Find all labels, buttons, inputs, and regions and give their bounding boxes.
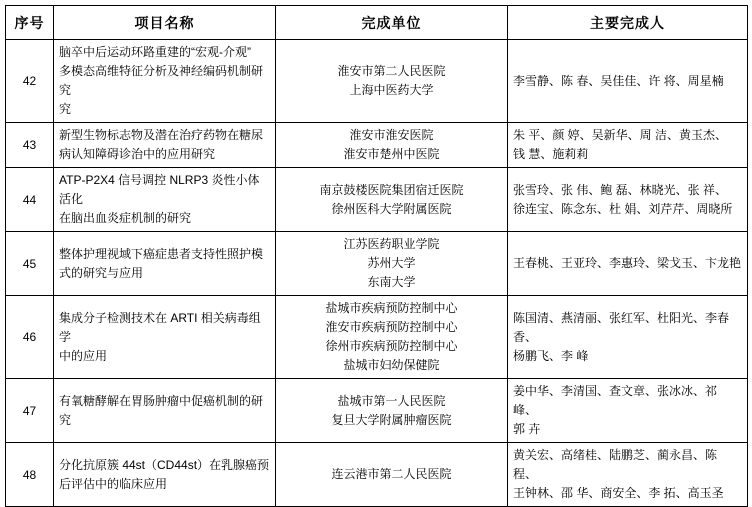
cell-unit-line: 淮安市楚州中医院 (343, 147, 440, 161)
cell-people (508, 123, 748, 168)
cell-people-line: 陈国清、燕清丽、张红军、杜阳光、李春香、 (513, 310, 730, 344)
cell-unit (276, 40, 508, 123)
cell-unit (276, 123, 508, 168)
cell-unit-line: 淮安市第二人民医院 (337, 64, 446, 78)
cell-project-name (54, 232, 276, 296)
cell-unit-line: 徐州市疾病预防控制中心 (325, 339, 458, 353)
cell-unit-line: 淮安市淮安医院 (349, 128, 434, 142)
cell-people-line: 李雪静、陈 春、吴佳佳、许 将、周星楠 (513, 73, 724, 88)
cell-unit-line: 连云港市第二人民医院 (331, 467, 452, 481)
cell-project-name-line: 脑卒中后运动环路重建的“宏观-介观” (59, 45, 251, 59)
cell-unit-line: 南京鼓楼医院集团宿迁医院 (319, 182, 464, 197)
cell-seq: 42 (6, 40, 54, 123)
cell-project-name-line: 后评估中的临床应用 (59, 476, 168, 491)
cell-unit (276, 443, 508, 507)
table-row (6, 232, 748, 296)
cell-people-line: 王春桃、王亚玲、李惠玲、梁戈玉、卞龙艳 (513, 256, 742, 270)
cell-project-name-line: 式的研究与应用 (59, 265, 144, 280)
award-projects-table (5, 5, 748, 507)
cell-project-name-line: 集成分子检测技术在 ARTI 相关病毒组学 (59, 310, 261, 344)
cell-unit-line: 江苏医药职业学院 (343, 237, 440, 251)
cell-seq: 47 (6, 379, 54, 443)
cell-project-name-line: ATP-P2X4 信号调控 NLRP3 炎性小体活化 (59, 173, 260, 206)
cell-unit-line: 盐城市妇幼保健院 (343, 358, 440, 372)
document-page (0, 5, 752, 500)
cell-unit (276, 232, 508, 296)
cell-people-line: 王钟林、邵 华、商安全、李 拓、高玉圣 (513, 486, 724, 500)
cell-people-line: 郭 卉 (513, 422, 541, 436)
cell-unit (276, 168, 508, 232)
cell-people (508, 40, 748, 123)
cell-project-name-line: 究 (59, 102, 72, 116)
cell-project-name (54, 123, 276, 168)
cell-project-name (54, 379, 276, 443)
cell-seq: 43 (6, 123, 54, 168)
cell-project-name (54, 296, 276, 379)
cell-project-name (54, 40, 276, 123)
cell-unit-line: 苏州大学 (367, 256, 416, 270)
table-row (6, 168, 748, 232)
cell-unit-line: 东南大学 (367, 275, 416, 289)
cell-unit-line: 上海中医药大学 (349, 83, 434, 97)
table-row (6, 443, 748, 507)
cell-people (508, 168, 748, 232)
cell-unit-line: 复旦大学附属肿瘤医院 (331, 412, 452, 427)
cell-people (508, 379, 748, 443)
cell-people-line: 徐连宝、陈念东、杜 娟、刘芹芹、周晓所 (513, 201, 733, 216)
cell-seq: 46 (6, 296, 54, 379)
table-row (6, 123, 748, 168)
cell-seq: 44 (6, 168, 54, 232)
cell-people-line: 张雪玲、张 伟、鲍 磊、林晓光、张 祥、 (513, 182, 728, 197)
column-header-seq: 序号 (6, 6, 54, 40)
cell-people-line: 姜中华、李清国、查文章、张冰冰、祁 峰、 (513, 384, 718, 417)
cell-project-name-line: 中的应用 (59, 348, 108, 363)
cell-unit-line: 淮安市疾病预防控制中心 (325, 320, 458, 334)
cell-unit-line: 盐城市第一人民医院 (337, 393, 446, 408)
cell-unit-line: 盐城市疾病预防控制中心 (325, 301, 458, 315)
cell-people (508, 443, 748, 507)
table-body (6, 40, 748, 507)
column-header-unit: 完成单位 (276, 6, 508, 40)
table-row (6, 379, 748, 443)
table-header-row (6, 6, 748, 40)
table-header (6, 6, 748, 40)
cell-seq: 48 (6, 443, 54, 507)
cell-project-name-line: 分化抗原簇 44st（CD44st）在乳腺癌预 (59, 457, 270, 472)
column-header-project-name: 项目名称 (54, 6, 276, 40)
cell-seq: 45 (6, 232, 54, 296)
cell-people-line: 黄关宏、高绪桂、陆鹏芝、蔺永昌、陈 程、 (513, 448, 718, 481)
table-row (6, 296, 748, 379)
cell-project-name-line: 整体护理视域下癌症患者支持性照护模 (59, 246, 264, 261)
cell-project-name-line: 有氧糖酵解在胃肠肿瘤中促癌机制的研 (59, 393, 264, 408)
cell-project-name (54, 443, 276, 507)
column-header-people: 主要完成人 (508, 6, 748, 40)
cell-people-line: 钱 慧、施莉莉 (513, 147, 589, 161)
table-row (6, 40, 748, 123)
cell-project-name-line: 究 (59, 412, 72, 427)
cell-unit (276, 296, 508, 379)
cell-project-name-line: 病认知障碍诊治中的应用研究 (59, 147, 216, 161)
cell-project-name-line: 多模态高维特征分析及神经编码机制研究 (59, 64, 264, 97)
cell-people-line: 杨鹏飞、李 峰 (513, 348, 589, 363)
cell-people (508, 232, 748, 296)
cell-unit (276, 379, 508, 443)
cell-project-name-line: 新型生物标志物及潜在治疗药物在糖尿 (59, 128, 264, 142)
cell-people-line: 朱 平、颜 婷、吴新华、周 洁、黄玉杰、 (513, 128, 728, 142)
cell-unit-line: 徐州医科大学附属医院 (331, 201, 452, 216)
cell-people (508, 296, 748, 379)
cell-project-name-line: 在脑出血炎症机制的研究 (59, 211, 192, 225)
cell-project-name (54, 168, 276, 232)
